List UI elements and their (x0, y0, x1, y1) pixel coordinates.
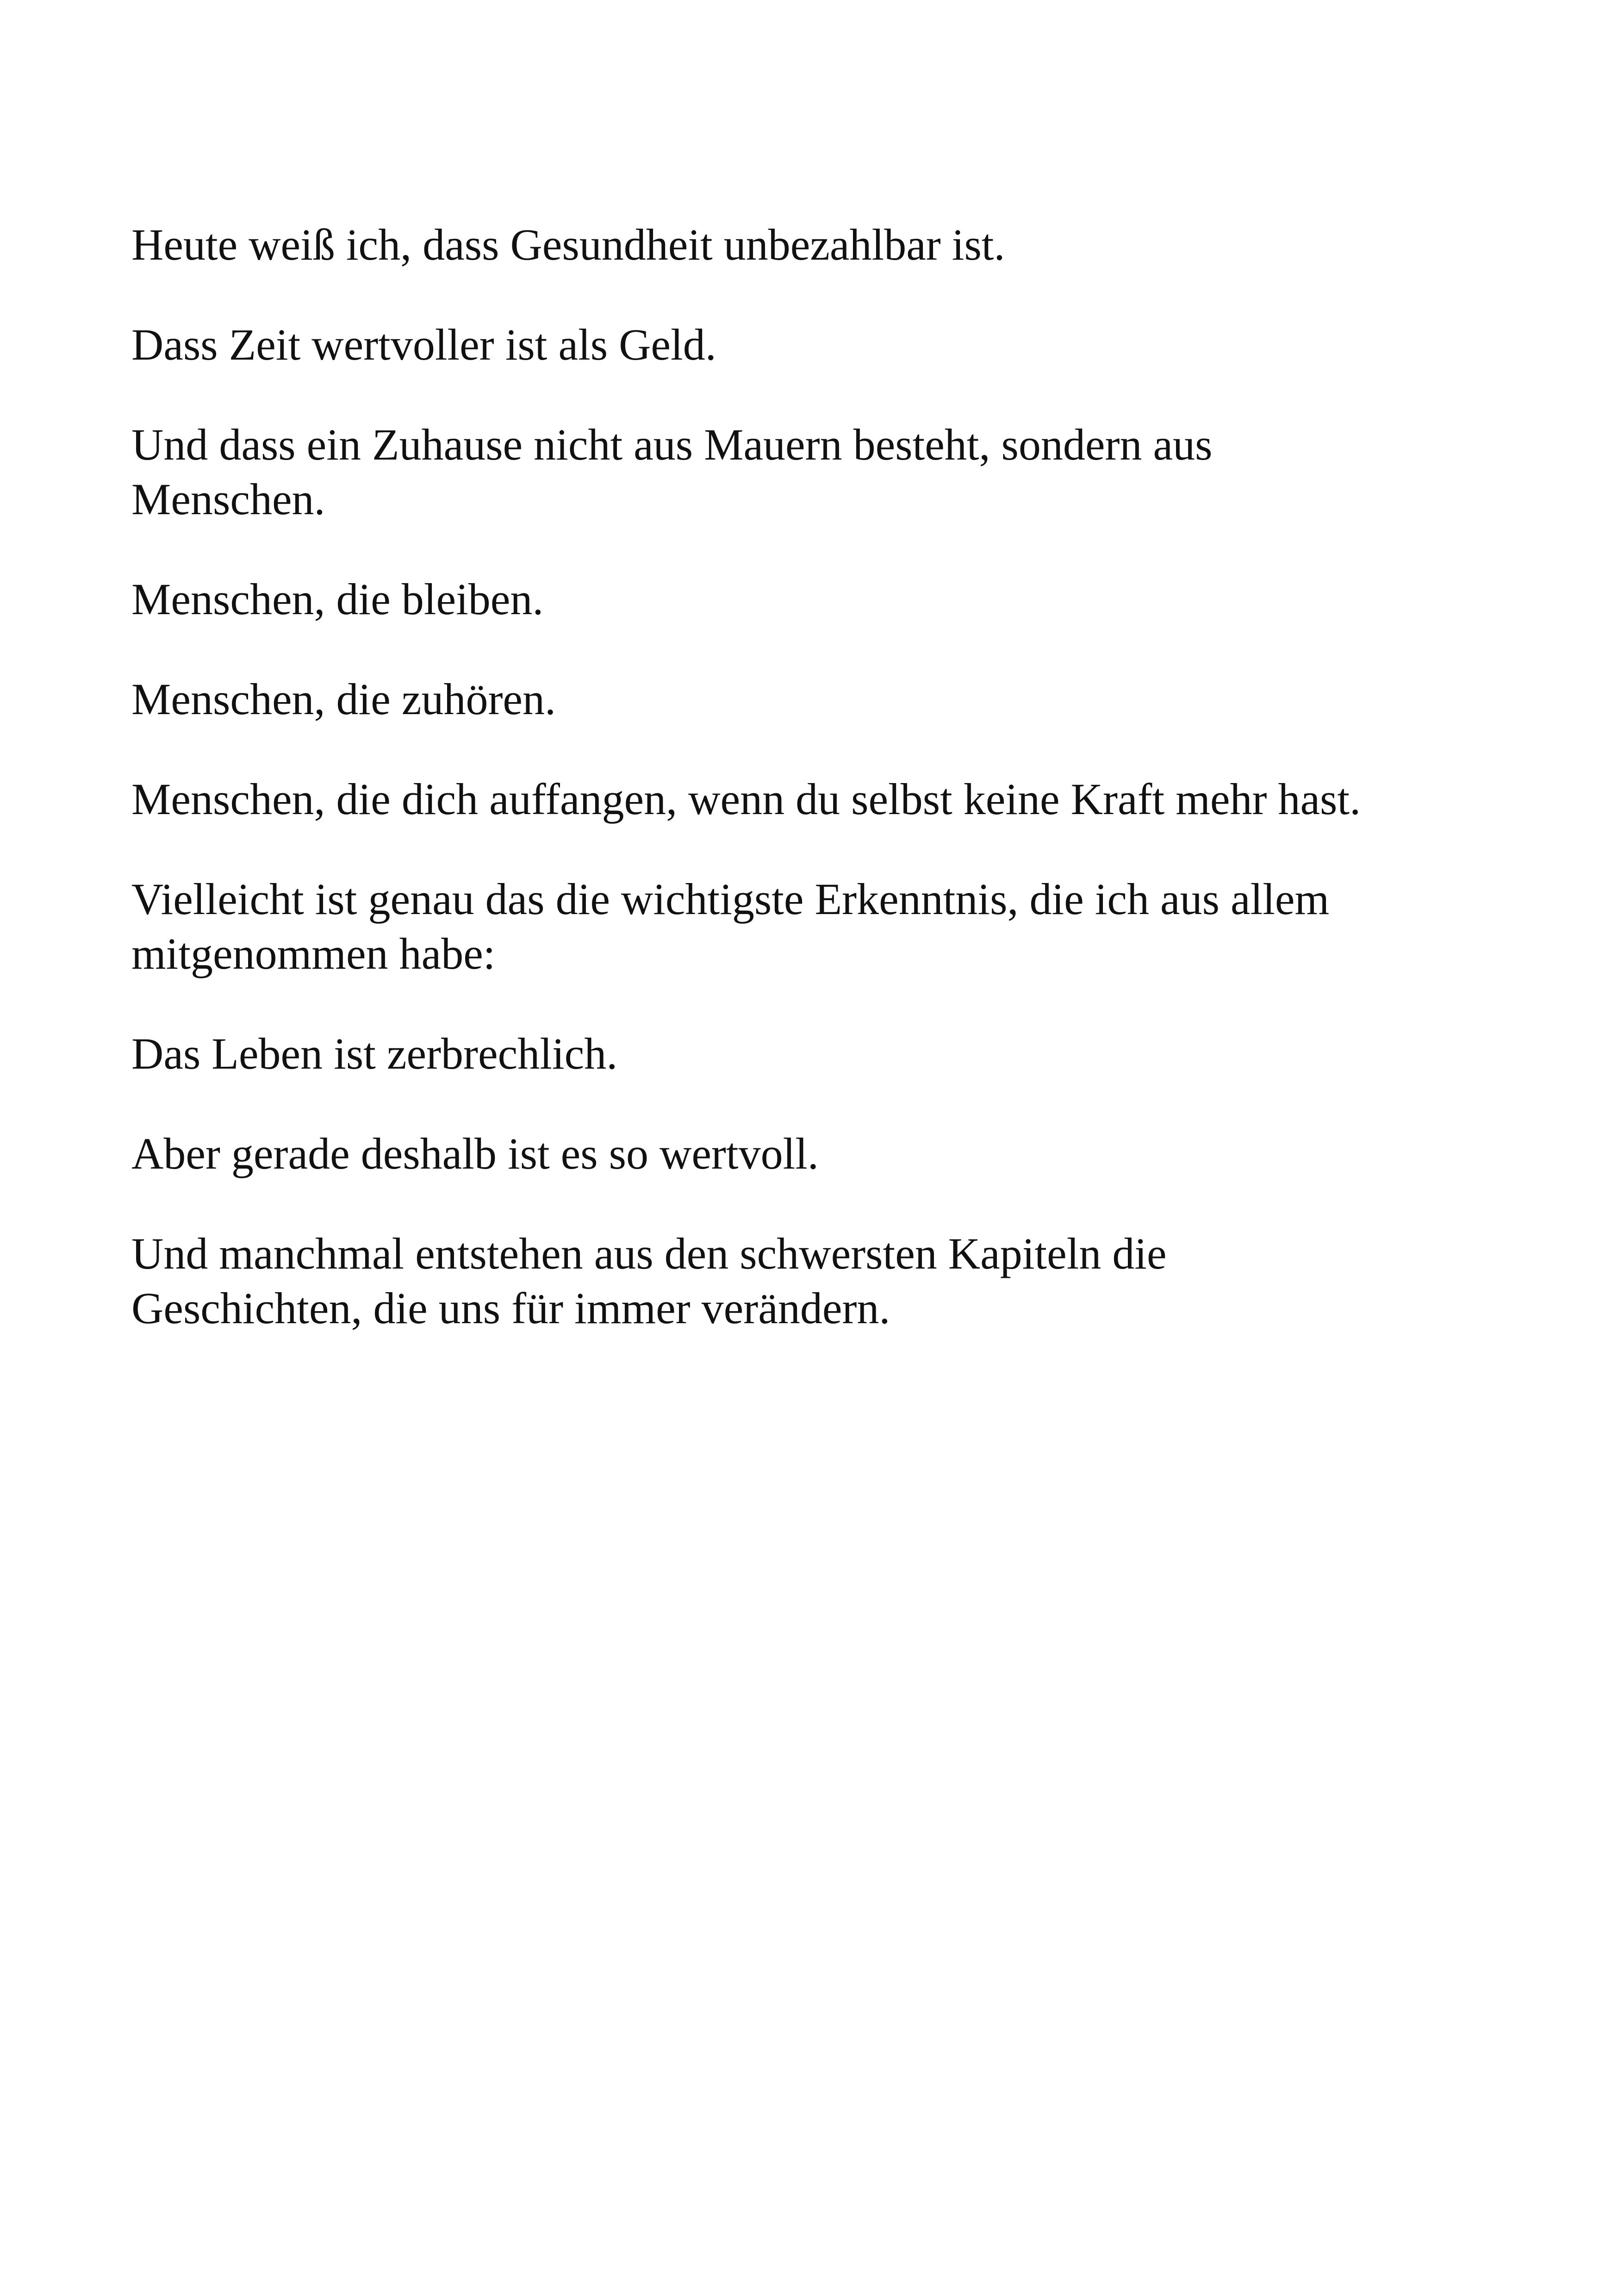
document-body (131, 218, 1497, 1381)
paragraph: Menschen, die bleiben. (131, 574, 544, 624)
paragraph: Menschen, die dich auffangen, wenn du selbst keine Kraft mehr hast. (131, 774, 1361, 824)
paragraph: Dass Zeit wertvoller ist als Geld. (131, 320, 716, 369)
paragraph: Das Leben ist zerbrechlich. (131, 1029, 618, 1078)
paragraph: Heute weiß ich, dass Gesundheit unbezahlbar ist. (131, 220, 1005, 269)
paragraph: Vielleicht ist genau das die wichtigste Erkenntnis, die ich aus allem mitgenommen habe: (131, 874, 1330, 978)
paragraph: Menschen, die zuhören. (131, 674, 556, 724)
paragraph: Aber gerade deshalb ist es so wertvoll. (131, 1129, 819, 1178)
paragraph: Und manchmal entstehen aus den schwersten Kapiteln die Geschichten, die uns für immer verändern. (131, 1229, 1167, 1333)
paragraph: Und dass ein Zuhause nicht aus Mauern besteht, sondern aus Menschen. (131, 420, 1213, 524)
